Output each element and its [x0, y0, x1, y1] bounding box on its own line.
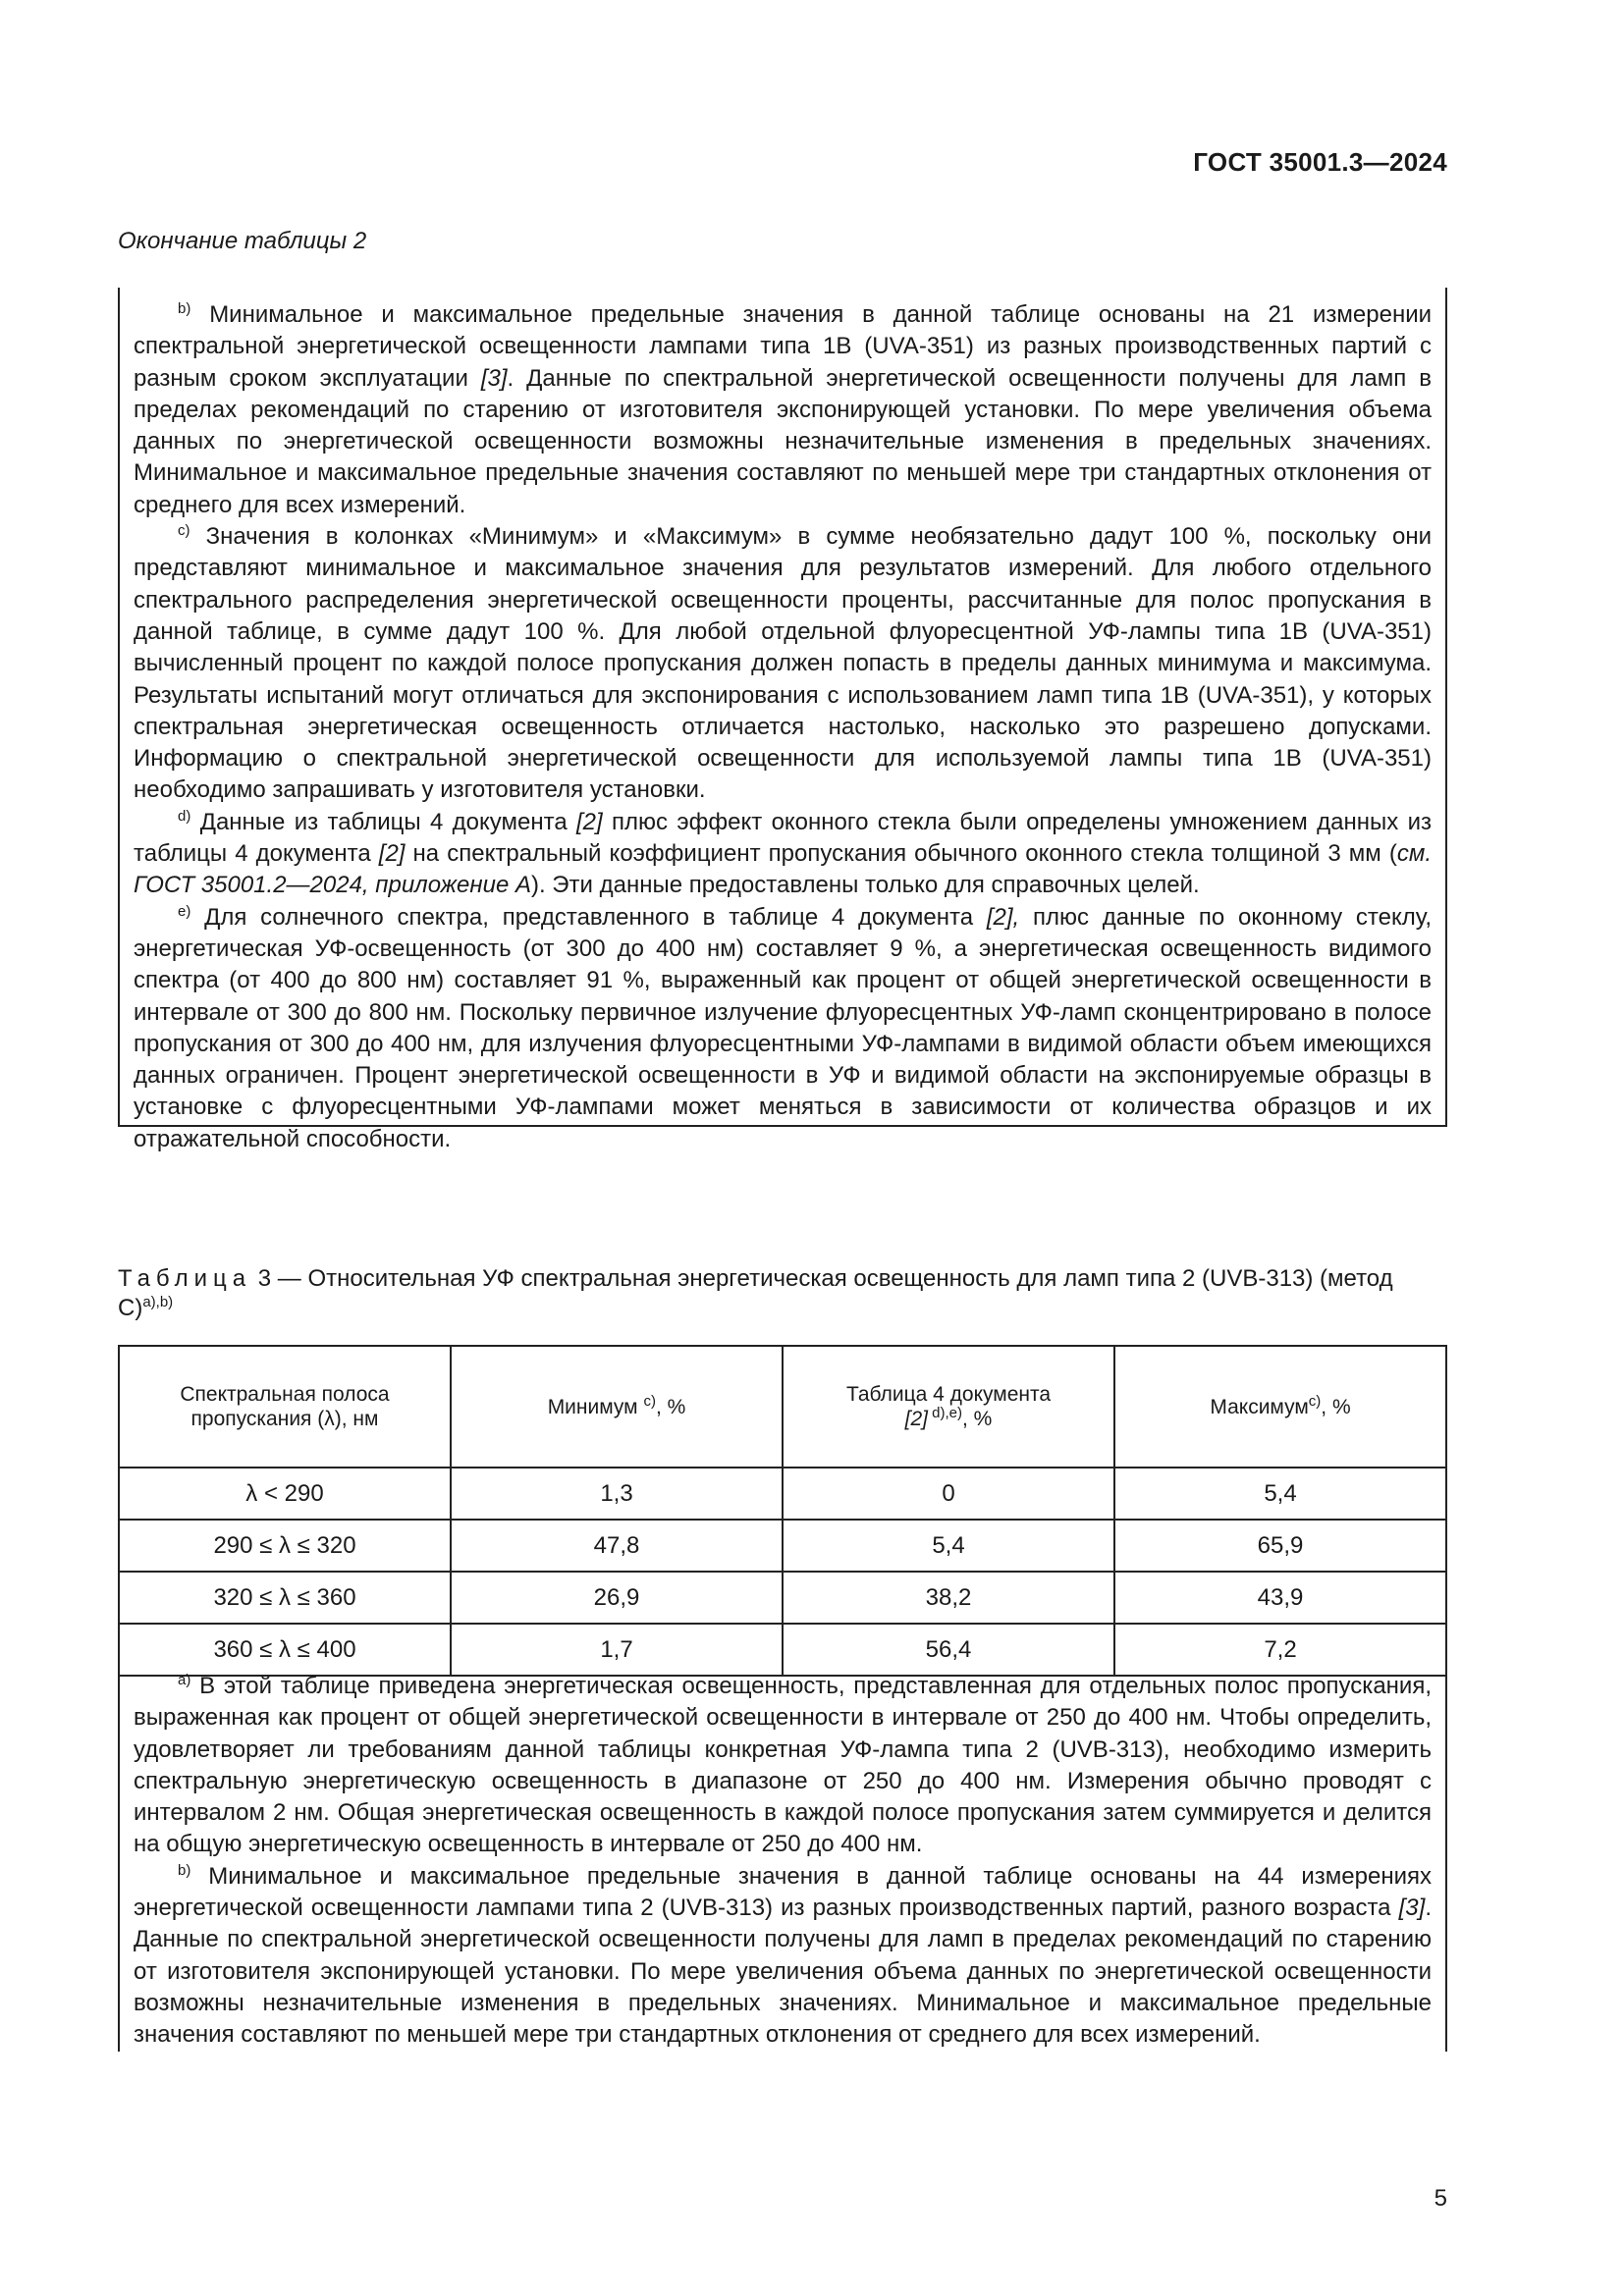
cell-min: 47,8 [451, 1520, 783, 1572]
cell-max: 5,4 [1114, 1468, 1446, 1520]
footnote-text: В этой таблице приведена энергетическая освещенность, представленная для отдельных полос пропускания, выраженная как процент от общей энергетической освещенности в интервале от 250 до 400 нм. Чтобы определить, удовлетворяет ли требованиям данной таблицы конкретная УФ-лампа типа 2 (UVB-313), необходимо измерить спектральную энергетическую освещенность в диапазоне от 250 до 400 нм. Измерения обычно проводят с интервалом 2 нм. Общая энергетическая освещенность в каждой полосе пропускания затем суммируется и делится на общую энергетическую освещенность в интервале от 250 до 400 нм. [134, 1673, 1432, 1858]
cell-min: 1,7 [451, 1624, 783, 1676]
table2-note-e [134, 902, 1432, 1155]
header-band-text: Спектральная полоса пропускания (λ), нм [180, 1383, 390, 1430]
note-text: плюс данные по оконному стеклу, энергетическая УФ-освещенность (от 300 до 400 нм) составляет 9 %, а энергетическая освещенность видимого спектра (от 400 до 800 нм) составляет 91 %, выраженный как процент от общей энергетической освещенности в интервале от 300 до 800 нм. Поскольку первичное излучение флуоресцентных УФ-ламп сконцентрировано в полосе пропускания от 300 до 400 нм, для излучения флуоресцентными УФ-лампами в видимой области объем имеющихся данных ограничен. Процент энергетической освещенности в УФ и видимой области на экспонируемые образцы в установке с флуоресцентными УФ-лампами может меняться в зависимости от количества образцов и их отражательной способности. [134, 903, 1432, 1152]
table2-notes-box [118, 288, 1447, 1152]
header-max-mark: c) [1308, 1392, 1322, 1410]
reference: [3] [480, 364, 508, 392]
page-number: 5 [1434, 2185, 1447, 2212]
cell-max: 65,9 [1114, 1520, 1446, 1572]
table2-note-b [134, 299, 1432, 521]
table3 [118, 1345, 1447, 1677]
header-max-text: Максимум [1210, 1395, 1309, 1418]
header-band [119, 1346, 451, 1468]
reference: [3] [1398, 1895, 1426, 1922]
header-min-mark: c) [643, 1392, 656, 1410]
cell-doc: 38,2 [783, 1572, 1114, 1624]
footnote-mark: a) [178, 1672, 191, 1688]
note-text: Значения в колонках «Минимум» и «Максимум» в сумме необязательно дадут 100 %, поскольку они представляют минимальное и максимальное значения для результатов измерений. Для любого отдельного спектрального распределения энергетической освещенности проценты, рассчитанные для полос пропускания в данной таблице, в сумме дадут 100 %. Для любой отдельной флуоресцентной УФ-лампы типа 1В (UVA-351) вычисленный процент по каждой полосе пропускания должен попасть в пределы данных минимума и максимума. Результаты испытаний могут отличаться для экспонирования с использованием ламп типа 1В (UVA-351), у которых спектральная энергетическая освещенность отличается настолько, насколько это разрешено допусками. Информацию о спектральной энергетической освещенности для используемой лампы типа 1В (UVA-351) необходимо запрашивать у изготовителя установки. [134, 523, 1433, 804]
reference: см. ГОСТ 35001.2—2024, приложение А [134, 840, 1432, 899]
note-mark: e) [178, 902, 191, 920]
note-text: на спектральный коэффициент пропускания обычного оконного стекла толщиной 3 мм ( [405, 840, 1397, 868]
table3-footnote-b [134, 1861, 1432, 2052]
note-mark: d) [178, 807, 191, 825]
table-row [119, 1520, 1446, 1572]
table-row [119, 1468, 1446, 1520]
cell-doc: 0 [783, 1468, 1114, 1520]
cell-doc: 5,4 [783, 1520, 1114, 1572]
header-doc-text: Таблица 4 документа [845, 1383, 1052, 1406]
header-doc-ref: [2] [904, 1408, 928, 1430]
note-mark: b) [178, 300, 191, 317]
cell-max: 43,9 [1114, 1572, 1446, 1624]
table2-note-c [134, 521, 1432, 807]
header-doc-mark: d),e) [928, 1405, 963, 1421]
reference: [2], [986, 903, 1020, 931]
footnote-mark: b) [178, 1861, 191, 1879]
table-continuation-label: Окончание таблицы 2 [118, 228, 367, 254]
note-text: ). Эти данные предоставлены только для справочных целей. [530, 872, 1200, 899]
table-row [119, 1572, 1446, 1624]
table3-caption-word: Таблица [118, 1265, 252, 1292]
reference: [2] [576, 808, 603, 835]
note-text: . Данные по спектральной энергетической освещенности получены для ламп в пределах рекомендаций по старению от изготовителя экспонирующей установки. По мере увеличения объема данных по энергетической освещенности возможны незначительные изменения в предельных значениях. Минимальное и максимальное предельные значения составляют по меньшей мере три стандартных отклонения от среднего для всех измерений. [134, 364, 1432, 518]
table-header-row [119, 1346, 1446, 1468]
note-text: Минимальное и максимальное предельные значения в данной таблице основаны на 21 измерении спектральной энергетической освещенности лампами типа 1В (UVA-351) из разных производственных партий с разным сроком эксплуатации [134, 301, 1433, 392]
cell-max: 7,2 [1114, 1624, 1446, 1676]
table3-caption [118, 1264, 1447, 1323]
table3-caption-text: 3 — Относительная УФ спектральная энергетическая освещенность для ламп типа 2 (UVB-313) (метод С) [118, 1265, 1393, 1321]
cell-band: λ < 290 [119, 1468, 451, 1520]
note-text: Данные из таблицы 4 документа [199, 808, 577, 835]
note-mark: c) [178, 522, 190, 540]
table3-footnote-a [134, 1671, 1432, 1861]
table2-note-d [134, 807, 1432, 902]
header-max-unit: , % [1321, 1395, 1351, 1418]
cell-min: 26,9 [451, 1572, 783, 1624]
cell-doc: 56,4 [783, 1624, 1114, 1676]
cell-band: 360 ≤ λ ≤ 400 [119, 1624, 451, 1676]
header-min-text: Минимум [547, 1395, 638, 1418]
cell-band: 320 ≤ λ ≤ 360 [119, 1572, 451, 1624]
header-max [1114, 1346, 1446, 1468]
cell-band: 290 ≤ λ ≤ 320 [119, 1520, 451, 1572]
note-text: Для солнечного спектра, представленного в таблице 4 документа [204, 903, 987, 931]
table3-caption-marks: a),b) [142, 1294, 174, 1310]
note-text: плюс эффект оконного стекла были определены умножением данных из таблицы 4 документа [134, 808, 1432, 868]
footnote-text: . Данные по спектральной энергетической освещенности получены для ламп в пределах рекомендаций по старению от изготовителя экспонирующей установки. По мере увеличения объема данных по энергетической освещенности возможны незначительные изменения в предельных значениях. Минимальное и максимальное предельные значения составляют по меньшей мере три стандартных отклонения от среднего для всех измерений. [134, 1895, 1432, 2049]
header-min-unit: , % [655, 1395, 686, 1418]
table3-footnotes-box [118, 1667, 1447, 2052]
document-designation: ГОСТ 35001.3—2024 [1193, 147, 1447, 177]
header-doc [783, 1346, 1114, 1468]
reference: [2] [378, 840, 406, 868]
cell-min: 1,3 [451, 1468, 783, 1520]
footnote-text: Минимальное и максимальное предельные значения в данной таблице основаны на 44 измерениях энергетической освещенности лампами типа 2 (UVB-313) из разных производственных партий, разного возраста [134, 1862, 1432, 1922]
header-doc-unit: , % [962, 1408, 993, 1430]
header-min [451, 1346, 783, 1468]
